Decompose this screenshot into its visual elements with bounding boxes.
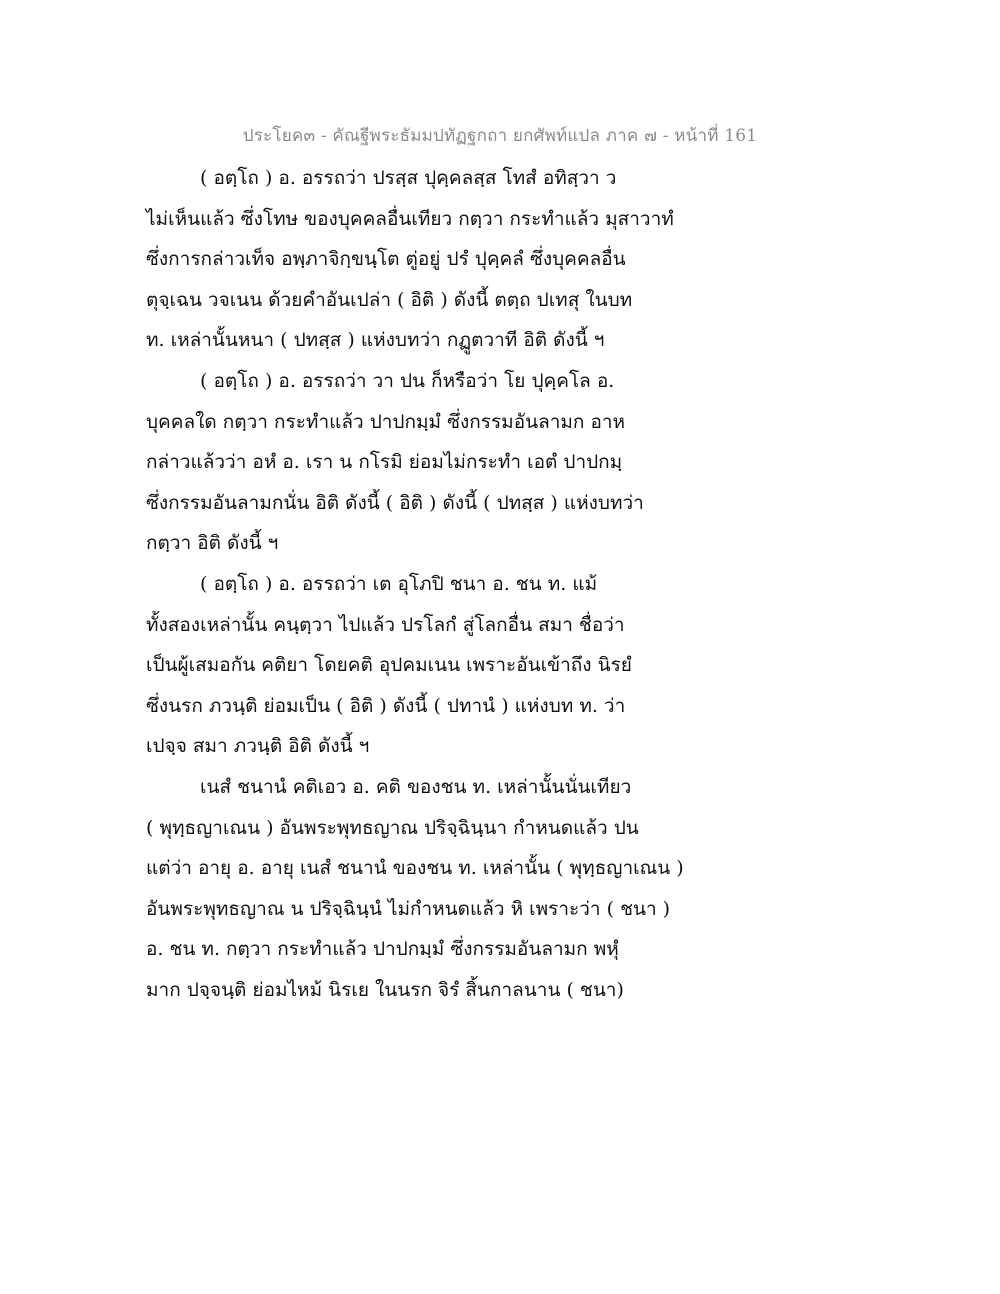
text-line: ทั้งสองเหล่านั้น คนฺตฺวา ไปแล้ว ปรโลกํ สู่โลกอื่น สมา ชื่อว่า (146, 613, 625, 636)
text-line: เปจฺจ สมา ภวนฺติ อิติ ดังนี้ ฯ (146, 735, 370, 758)
text-line: กล่าวแล้วว่า อหํ อ. เรา น กโรมิ ย่อมไม่กระทำ เอตํ ปาปกมฺ (146, 451, 623, 474)
text-line: เป็นผู้เสมอกัน คติยา โดยคติ อุปคมเนน เพราะอันเข้าถึง นิรยํ (146, 654, 632, 677)
text-line: อ. ชน ท. กตฺวา กระทำแล้ว ปาปกมฺมํ ซึ่งกรรมอันลามก พหุํ (146, 938, 619, 961)
text-line: มาก ปจฺจนฺติ ย่อมไหม้ นิรเย ในนรก จิรํ สิ้นกาลนาน ( ชนา) (146, 978, 624, 1001)
text-line: เนสํ ชนานํ คติเอว อ. คติ ของชน ท. เหล่านั้นนั่นเทียว (200, 775, 632, 798)
text-line: ( พุทฺธญาเณน ) อันพระพุทธญาณ ปริจฺฉินฺนา กำหนดแล้ว ปน (146, 816, 639, 839)
text-line: กตฺวา อิติ ดังนี้ ฯ (146, 532, 279, 555)
text-line: ( อตฺโถ ) อ. อรรถว่า เต อุโภปิ ชนา อ. ชน ท. แม้ (200, 572, 598, 595)
text-line: ตุจฺเฉน วจเนน ด้วยคำอันเปล่า ( อิติ ) ดังนี้ ตตฺถ ปเทสุ ในบท (146, 288, 633, 311)
body-text (146, 158, 866, 1010)
text-line: อันพระพุทธญาณ น ปริจฺฉินฺนํ ไม่กำหนดแล้ว หิ เพราะว่า ( ชนา ) (146, 897, 671, 920)
text-line: ไม่เห็นแล้ว ซึ่งโทษ ของบุคคลอื่นเทียว กตฺวา กระทำแล้ว มุสาวาทํ (146, 207, 674, 230)
running-header: ประโยค๓ - คัณฐีพระธัมมปทัฏฐกถา ยกศัพท์แปล ภาค ๗ - หน้าที่ 161 (242, 126, 758, 146)
text-line: ซึ่งกรรมอันลามกนั่น อิติ ดังนี้ ( อิติ ) ดังนี้ ( ปทสฺส ) แห่งบทว่า (146, 491, 644, 514)
text-line: ท. เหล่านั้นหนา ( ปทสฺส ) แห่งบทว่า กฏูตวาที อิติ ดังนี้ ฯ (146, 329, 605, 352)
text-line: ซึ่งนรก ภวนฺติ ย่อมเป็น ( อิติ ) ดังนี้ ( ปทานํ ) แห่งบท ท. ว่า (146, 694, 626, 717)
text-line: ซึ่งการกล่าวเท็จ อพฺภาจิกฺขนฺโต ตู่อยู่ ปรํ ปุคฺคลํ ซึ่งบุคคลอื่น (146, 248, 626, 271)
text-line: บุคคลใด กตฺวา กระทำแล้ว ปาปกมฺมํ ซึ่งกรรมอันลามก อาห (146, 410, 626, 433)
text-line: ( อตฺโถ ) อ. อรรถว่า วา ปน ก็หรือว่า โย ปุคฺคโล อ. (200, 369, 615, 392)
text-line: แต่ว่า อายุ อ. อายุ เนสํ ชนานํ ของชน ท. เหล่านั้น ( พุทฺธญาเณน ) (146, 857, 684, 880)
text-line: ( อตฺโถ ) อ. อรรถว่า ปรสฺส ปุคฺคลสฺส โทสํ อทิสฺวา ว (200, 167, 617, 189)
